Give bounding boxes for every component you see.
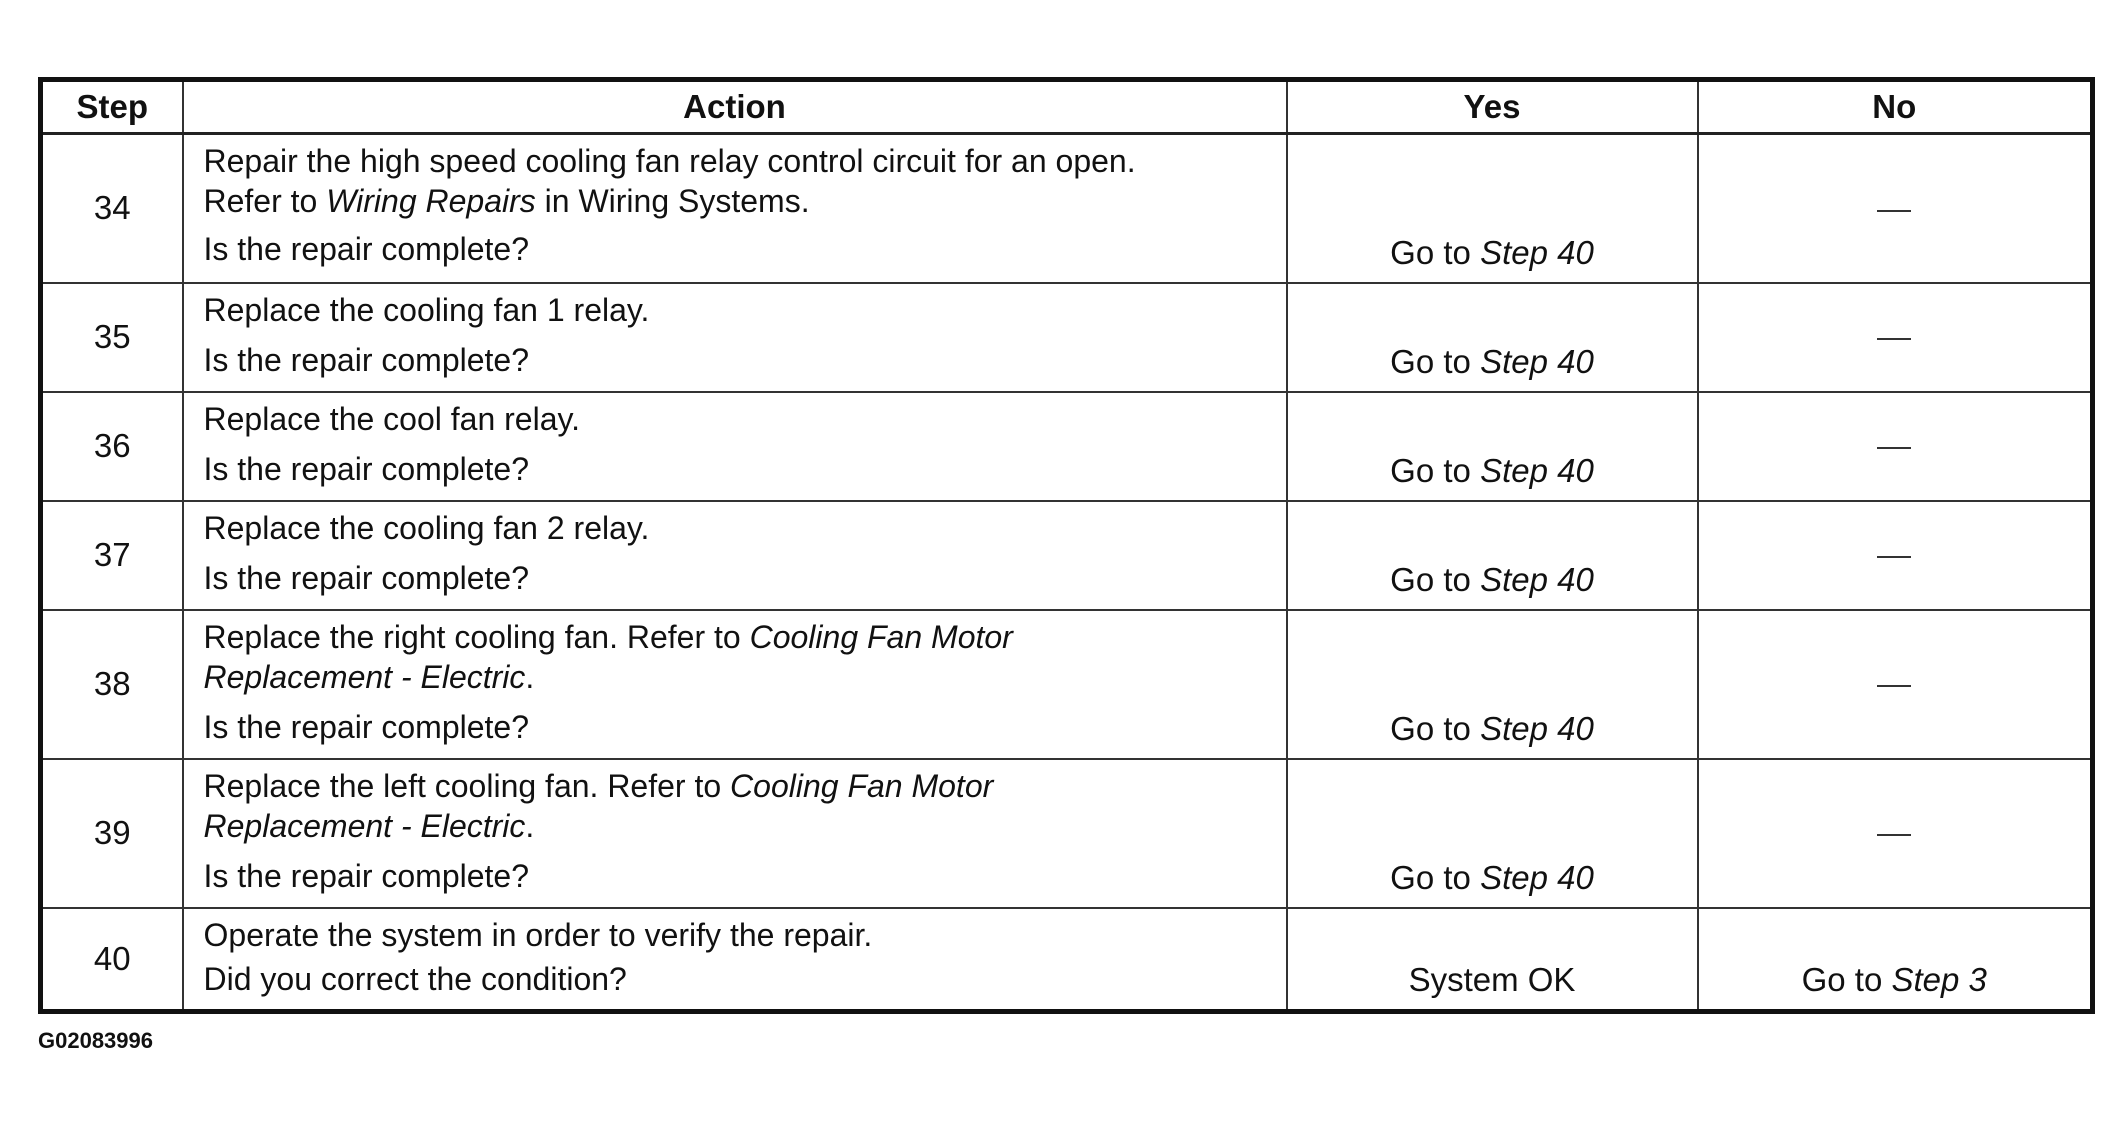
question-text: Did you correct the condition? [203, 960, 627, 997]
step-number: 34 [41, 134, 183, 283]
no-cell [1698, 283, 2093, 392]
yes-cell [1287, 610, 1698, 759]
question-text: Is the repair complete? [203, 341, 529, 378]
no-dash [1877, 834, 1911, 836]
yes-prefix: Go to [1390, 451, 1481, 489]
figure-id: G02083996 [38, 1028, 153, 1053]
diagnostic-table [38, 77, 2095, 1014]
yes-cell: System OK [1287, 908, 1698, 1012]
table-row [41, 283, 2093, 392]
no-prefix: Go to [1801, 961, 1892, 998]
yes-cell [1287, 283, 1698, 392]
no-dash [1877, 556, 1911, 558]
table-row [41, 610, 2093, 759]
yes-step-link: Step 40 [1480, 560, 1594, 598]
action-reference: Cooling Fan Motor Replacement - Electric [203, 767, 994, 844]
no-cell [1698, 392, 2093, 501]
no-cell [1698, 759, 2093, 908]
header-action: Action [183, 80, 1287, 134]
no-dash [1877, 685, 1911, 687]
question-text: Is the repair complete? [203, 231, 529, 267]
action-cell [183, 283, 1287, 392]
table-row [41, 134, 2093, 283]
no-cell [1698, 134, 2093, 283]
no-cell [1698, 610, 2093, 759]
action-text [204, 766, 1272, 846]
no-dash [1877, 338, 1911, 340]
action-text: Replace the cooling fan 2 relay. [203, 509, 650, 546]
action-text: Operate the system in order to verify the repair. [203, 916, 873, 953]
yes-step-link: Step 40 [1480, 709, 1594, 747]
action-text [204, 617, 1272, 697]
action-pre: Replace the left cooling fan. Refer to [203, 767, 731, 804]
yes-cell [1287, 759, 1698, 908]
yes-prefix: Go to [1390, 342, 1481, 380]
table-row [41, 908, 2093, 1012]
question-text: Is the repair complete? [203, 450, 529, 487]
question-text: Is the repair complete? [203, 857, 529, 894]
table-row [41, 392, 2093, 501]
action-text: Replace the cooling fan 1 relay. [203, 291, 650, 328]
action-pre: Refer to [203, 183, 327, 219]
step-number: 39 [41, 759, 183, 908]
yes-step-link: Step 40 [1480, 342, 1594, 380]
action-text: Replace the cool fan relay. [203, 400, 581, 437]
action-cell [183, 501, 1287, 610]
yes-cell [1287, 392, 1698, 501]
action-reference: Wiring Repairs [326, 183, 536, 219]
question-text: Is the repair complete? [203, 559, 529, 596]
action-cell [183, 759, 1287, 908]
action-pre: Replace the right cooling fan. Refer to [203, 618, 750, 655]
action-post: in Wiring Systems. [535, 183, 810, 219]
step-number: 37 [41, 501, 183, 610]
header-yes: Yes [1287, 80, 1698, 134]
action-line: Repair the high speed cooling fan relay control circuit for an open. [203, 143, 1136, 179]
step-number: 40 [41, 908, 183, 1012]
yes-cell [1287, 501, 1698, 610]
action-cell [183, 610, 1287, 759]
action-reference: Cooling Fan Motor Replacement - Electric [203, 618, 1013, 695]
question-text: Is the repair complete? [203, 708, 529, 745]
no-dash [1877, 447, 1911, 449]
step-number: 35 [41, 283, 183, 392]
action-text [204, 141, 1272, 221]
yes-step-link: Step 40 [1480, 451, 1594, 489]
table-row [41, 501, 2093, 610]
no-cell [1698, 908, 2093, 1012]
yes-step-link: Step 40 [1480, 858, 1594, 896]
yes-cell [1287, 134, 1698, 283]
step-number: 36 [41, 392, 183, 501]
no-dash [1877, 210, 1911, 212]
action-cell [183, 392, 1287, 501]
yes-prefix: Go to [1390, 709, 1481, 747]
table-row [41, 759, 2093, 908]
header-no: No [1698, 80, 2093, 134]
yes-prefix: Go to [1390, 233, 1481, 271]
yes-prefix: Go to [1390, 858, 1481, 896]
action-post: . [525, 658, 535, 695]
no-cell [1698, 501, 2093, 610]
table-header-row [41, 80, 2093, 134]
yes-prefix: Go to [1390, 560, 1481, 598]
action-post: . [525, 807, 535, 844]
action-cell [183, 134, 1287, 283]
action-cell [183, 908, 1287, 1012]
step-number: 38 [41, 610, 183, 759]
yes-step-link: Step 40 [1480, 233, 1594, 271]
header-step: Step [41, 80, 183, 134]
no-step-link: Step 3 [1891, 961, 1987, 998]
